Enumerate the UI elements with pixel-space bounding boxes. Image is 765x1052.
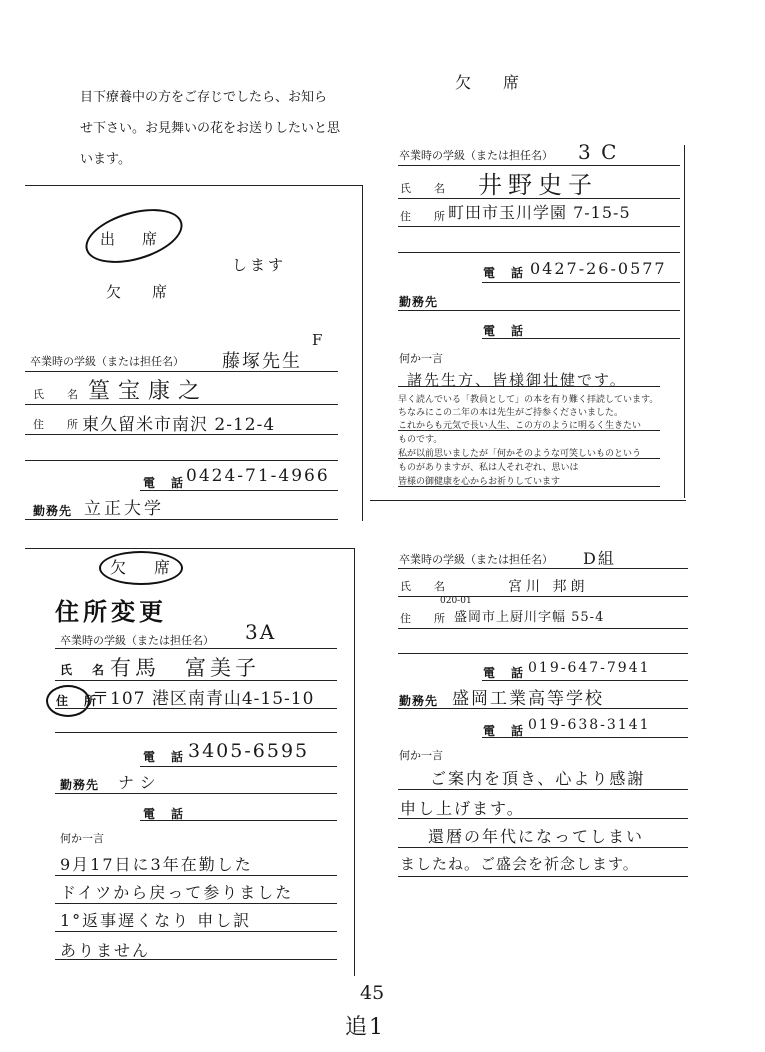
postal-note: 020-01 (440, 596, 472, 606)
work-phone-value: 019-638-3141 (528, 717, 651, 733)
message-line: 申し上げます。 (400, 799, 525, 818)
address-value: 〒107 港区南青山4-15-10 (92, 689, 315, 709)
address-label: 住 所 (56, 694, 99, 708)
intro-line: 目下療養中の方をご存じでしたら、お知ら (80, 90, 328, 105)
name-value: 宮川 邦朗 (508, 579, 589, 595)
phone-value: 3405-6595 (188, 740, 310, 762)
message-line: ものです。 (398, 435, 443, 445)
name-value: 井野史子 (478, 171, 598, 199)
class-value: 藤塚先生 (222, 351, 302, 372)
address-value: 町田市玉川学園 7-15-5 (448, 203, 631, 222)
name-label: 氏 名 (60, 663, 109, 677)
class-label: 卒業時の学級（または担任名） (399, 553, 553, 566)
message-line: 皆様の御健康を心からお祈りしています (398, 477, 561, 487)
work-label: 勤務先 (399, 295, 439, 309)
phone-label: 電 話 (143, 476, 186, 490)
class-value: D組 (583, 549, 616, 568)
phone-value: 019-647-7941 (528, 660, 651, 676)
phone-label: 電 話 (483, 666, 526, 680)
class-label: 卒業時の学級（または担任名） (60, 634, 214, 647)
absent-label: 欠 席 (106, 283, 176, 301)
shimasu-label: します (232, 256, 287, 274)
name-label: 氏 名 (33, 388, 84, 401)
status-absent: 欠 席 (455, 73, 528, 92)
work-label: 勤務先 (33, 504, 73, 518)
work-value: 立正大学 (84, 499, 164, 519)
message-label: 何か一言 (399, 352, 443, 365)
message-line: ご案内を頂き、心より感謝 (430, 769, 646, 788)
message-line: 1°返事遅くなり 申し訳 (60, 911, 252, 930)
message-line: ドイツから戻って参りました (60, 883, 294, 902)
message-line: ましたね。ご盛会を祈念します。 (400, 855, 639, 873)
class-mark: F (312, 331, 325, 349)
work-label: 勤務先 (399, 694, 439, 708)
phone-value: 0427-26-0577 (530, 259, 667, 278)
message-line: ちなみにこの二年の本は先生がご持参くださいました。 (398, 408, 624, 418)
message-label: 何か一言 (60, 832, 104, 845)
intro-line: せ下さい。お見舞いの花をお送りしたいと思 (80, 121, 341, 136)
message-line: 私が以前思いましたが「何かそのような可笑しいものという (398, 449, 642, 459)
attend-label: 出 席 (100, 230, 164, 248)
message-line: 諸先生方、皆様御壮健です。 (407, 371, 627, 389)
class-label: 卒業時の学級（または担任名） (30, 355, 184, 368)
work-phone-label: 電 話 (483, 324, 526, 338)
address-label: 住 所 (33, 418, 84, 431)
message-label: 何か一言 (399, 749, 443, 762)
page-number: 45 (360, 982, 385, 1004)
intro-line: います。 (80, 152, 131, 167)
work-value: ナシ (118, 773, 162, 792)
phone-value: 0424-71-4966 (186, 466, 330, 486)
work-phone-label: 電 話 (143, 807, 186, 821)
name-value: 篁宝康之 (88, 379, 209, 404)
address-value: 盛岡市上厨川字幅 55-4 (454, 610, 605, 625)
message-line: 9月17日に3年在勤した (60, 855, 253, 874)
phone-label: 電 話 (483, 266, 526, 280)
message-line: ありません (60, 941, 151, 960)
message-line: 早く読んでいる「教員として」の本を有り難く拝読しています。 (398, 395, 659, 405)
class-label: 卒業時の学級（または担任名） (399, 149, 553, 162)
intro-text (80, 82, 380, 175)
message-line: 還暦の年代になってしまい (428, 827, 645, 846)
class-value: 3A (245, 620, 277, 644)
work-value: 盛岡工業高等学校 (452, 689, 604, 709)
address-label: 住 所 (400, 210, 451, 223)
name-label: 氏 名 (400, 580, 451, 593)
supplement-note: 追1 (345, 1015, 385, 1040)
address-value: 東久留米市南沢 2-12-4 (82, 415, 276, 435)
work-phone-label: 電 話 (483, 724, 526, 738)
message-line: これからも元気で長い人生、この方のように明るく生きたい (398, 421, 642, 431)
address-label: 住 所 (400, 612, 451, 625)
work-label: 勤務先 (60, 778, 100, 792)
name-label: 氏 名 (400, 182, 451, 195)
address-change-stamp: 住所変更 (55, 598, 167, 626)
phone-label: 電 話 (143, 750, 186, 764)
class-value: 3 C (578, 140, 619, 164)
name-value: 有馬 富美子 (110, 656, 260, 680)
message-line: ものがありますが、私は人それぞれ、思いは (398, 463, 579, 473)
status-absent: 欠 席 (110, 558, 177, 577)
